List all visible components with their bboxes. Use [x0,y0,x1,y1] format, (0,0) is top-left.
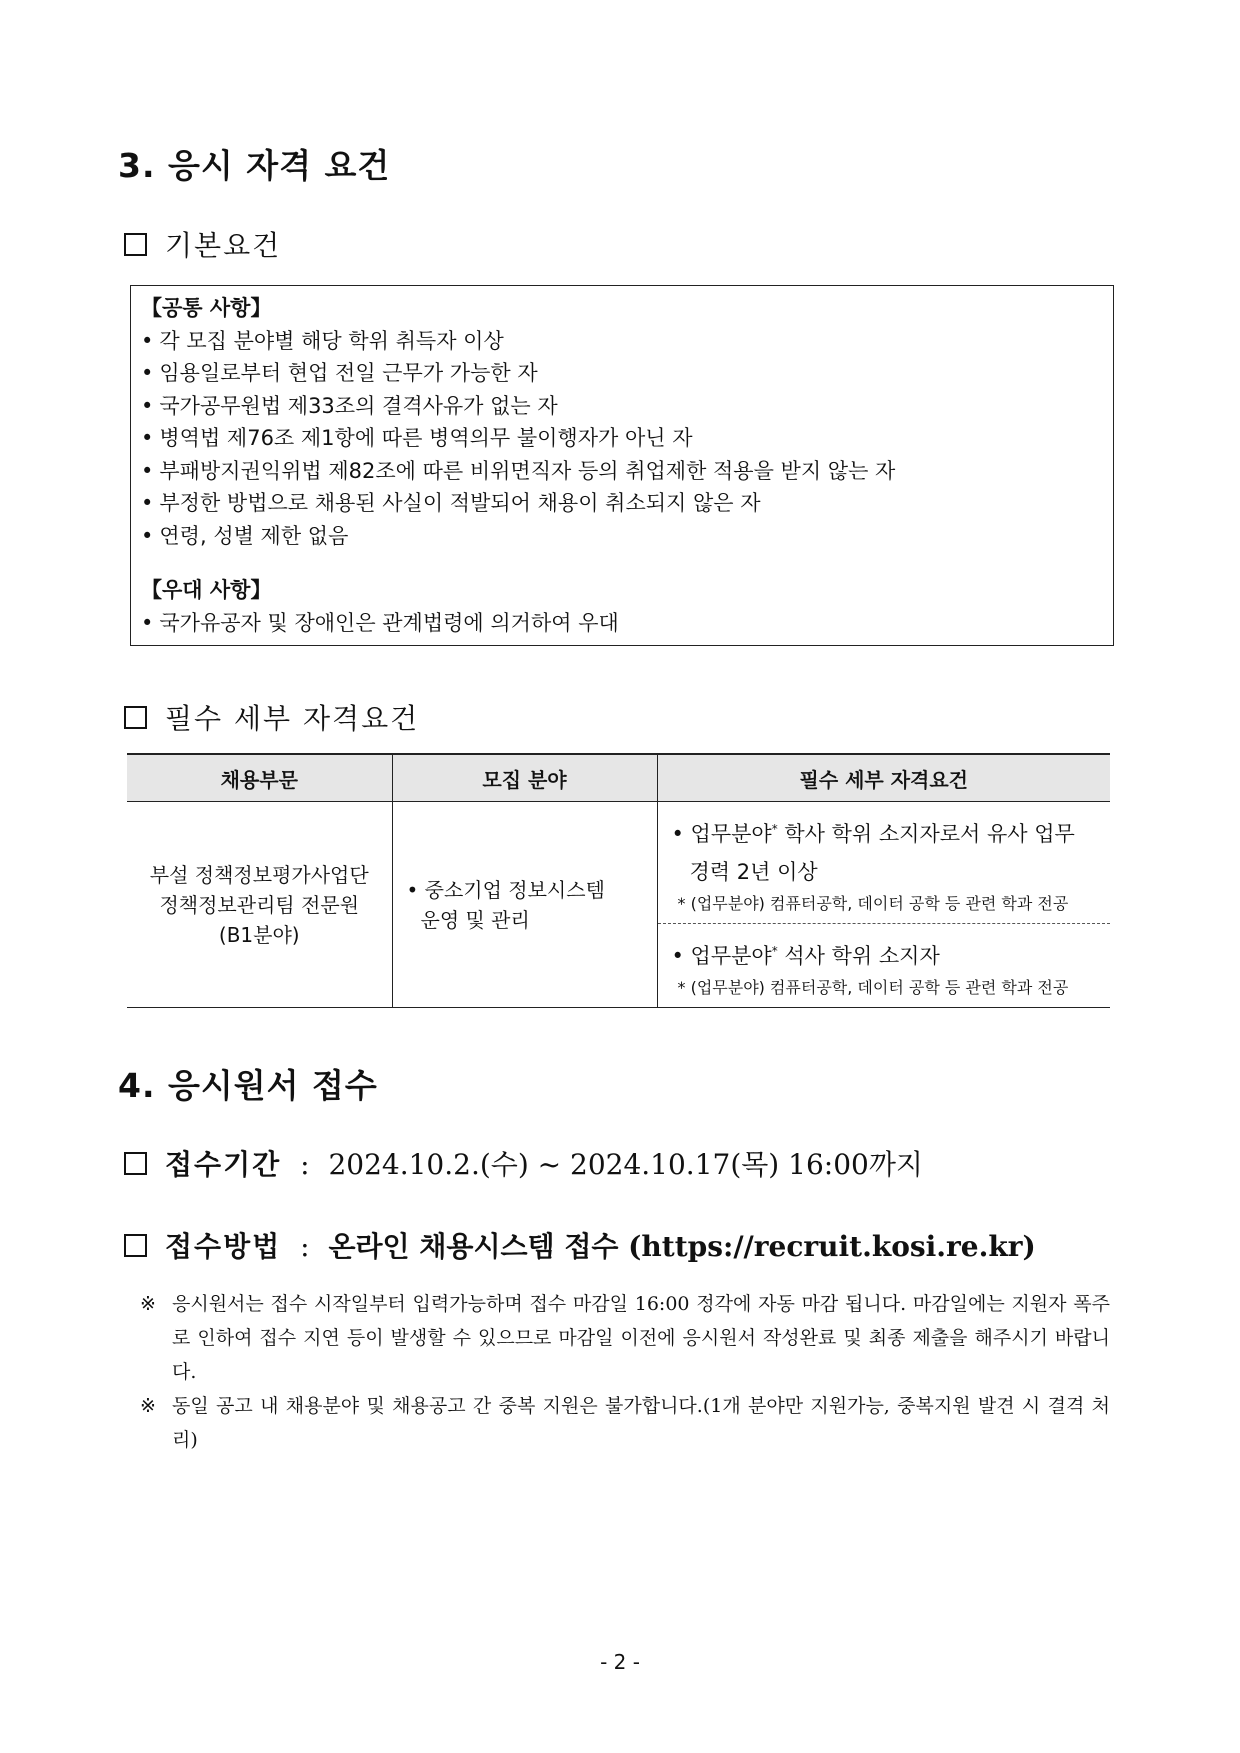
page-number: - 2 - [600,1650,640,1674]
table-row [127,802,1110,1008]
application-method: 접수방법 : 온라인 채용시스템 접수 (https://recruit.kosi.re.kr) [124,1225,1036,1265]
common-list [141,325,1103,553]
list-item: • 국가공무원법 제33조의 결격사유가 없는 자 [141,390,1103,423]
list-item: • 부패방지권익위법 제82조에 따른 비위면직자 등의 취업제한 적용을 받지 않는 자 [141,455,1103,488]
reference-mark-icon: ※ [140,1293,156,1315]
list-item: • 병역법 제76조 제1항에 따른 병역의무 불이행자가 아닌 자 [141,422,1103,455]
checkbox-square-icon [124,233,147,256]
list-item: • 연령, 성별 제한 없음 [141,520,1103,553]
column-header: 모집 분야 [392,754,657,802]
requirement-item: • 업무분야* 학사 학위 소지자로서 유사 업무 경력 2년 이상 * (업무분야) 컴퓨터공학, 데이터 공학 등 관련 학과 전공 [658,802,1111,923]
preference-header: 【우대 사항】 [141,578,272,602]
detail-requirements-heading: 필수 세부 자격요건 [124,697,419,737]
detail-requirements-table [127,753,1110,1008]
requirement-note: * (업무분야) 컴퓨터공학, 데이터 공학 등 관련 학과 전공 [677,894,1069,913]
list-item: • 각 모집 분야별 해당 학위 취득자 이상 [141,325,1103,358]
table-header-row [127,754,1110,802]
list-item: • 임용일로부터 현업 전일 근무가 가능한 자 [141,357,1103,390]
requirement-note: * (업무분야) 컴퓨터공학, 데이터 공학 등 관련 학과 전공 [677,978,1069,997]
dept-cell: 부설 정책정보평가사업단 정책정보관리팀 전문원 (B1분야) [127,802,392,1008]
reference-mark-icon: ※ [140,1395,156,1417]
application-period: 접수기간 : 2024.10.2.(수) ~ 2024.10.17(목) 16:00까지 [124,1143,923,1183]
notes-list [140,1287,1110,1457]
note-item: ※ 응시원서는 접수 시작일부터 입력가능하며 접수 마감일 16:00 정각에 자동 마감 됩니다. 마감일에는 지원자 폭주로 인하여 접수 지연 등이 발생할 수 있으므로 마감일 이전에 응시원서 작성완료 및 최종 제출을 해주시기 바랍니다. [140,1287,1110,1389]
column-header: 필수 세부 자격요건 [657,754,1110,802]
checkbox-square-icon [124,706,147,729]
field-cell: • 중소기업 정보시스템 운영 및 관리 [392,802,657,1008]
requirements-cell [657,802,1110,1008]
section-3-title: 3. 응시 자격 요건 [118,146,391,185]
checkbox-square-icon [124,1152,147,1175]
common-header: 【공통 사항】 [141,296,272,320]
column-header: 채용부문 [127,754,392,802]
basic-requirements-heading: 기본요건 [124,224,281,264]
preference-list [141,607,1103,640]
checkbox-square-icon [124,1234,147,1257]
list-item: • 국가유공자 및 장애인은 관계법령에 의거하여 우대 [141,607,1103,640]
requirement-item: • 업무분야* 석사 학위 소지자 * (업무분야) 컴퓨터공학, 데이터 공학 등 관련 학과 전공 [658,923,1111,1007]
basic-requirements-box [130,285,1114,646]
list-item: • 부정한 방법으로 채용된 사실이 적발되어 채용이 취소되지 않은 자 [141,487,1103,520]
section-4-title: 4. 응시원서 접수 [118,1066,378,1105]
note-item: ※ 동일 공고 내 채용분야 및 채용공고 간 중복 지원은 불가합니다.(1개 분야만 지원가능, 중복지원 발견 시 결격 처리) [140,1389,1110,1457]
